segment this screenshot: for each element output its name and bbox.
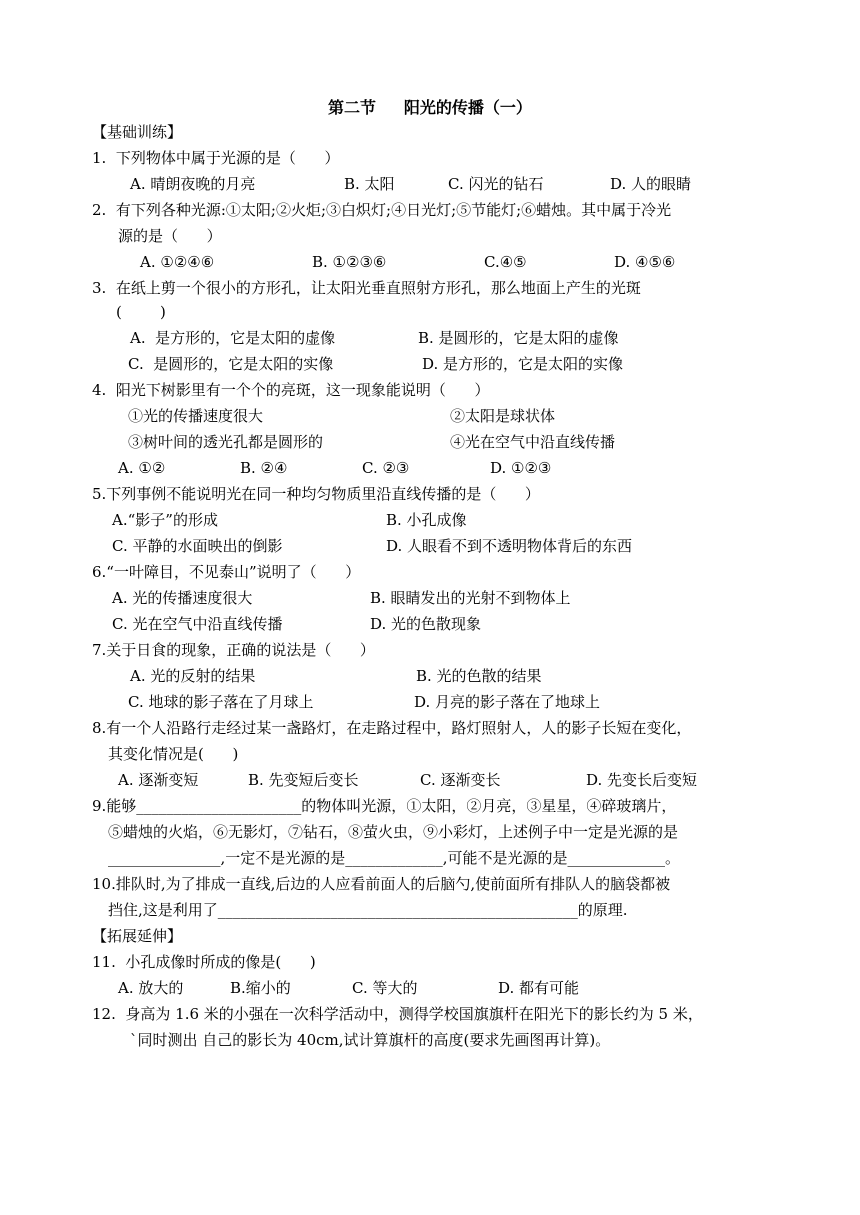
- question-8-stem-cont: 其变化情况是( ): [108, 745, 239, 763]
- question-2-option-b: B. ①②③⑥: [312, 253, 387, 271]
- question-7-option-d: D. 月亮的影子落在了地球上: [414, 693, 601, 711]
- question-7-option-a: A. 光的反射的结果: [130, 667, 256, 685]
- question-6-option-b: B. 眼睛发出的光射不到物体上: [370, 589, 571, 607]
- question-6-option-d: D. 光的色散现象: [370, 615, 482, 633]
- question-7-stem: 7.关于日食的现象，正确的说法是（ ）: [92, 641, 375, 659]
- question-9-line-2: ⑤蜡烛的火焰，⑥无影灯，⑦钻石，⑧萤火虫，⑨小彩灯，上述例子中一定是光源的是: [108, 823, 679, 841]
- question-5-stem: 5.下列事例不能说明光在同一种均匀物质里沿直线传播的是（ ）: [92, 485, 540, 503]
- question-5-option-b: B. 小孔成像: [386, 511, 467, 529]
- question-3-option-a: A. 是方形的，它是太阳的虚像: [130, 329, 336, 347]
- question-3-option-c: C. 是圆形的，它是太阳的实像: [128, 355, 334, 373]
- question-8-option-b: B. 先变短后变长: [248, 771, 359, 789]
- question-1-option-d: D. 人的眼睛: [610, 175, 692, 193]
- section-heading-basic: 【基础训练】: [92, 123, 183, 141]
- question-12-line-1: 12. 身高为 1.6 米的小强在一次科学活动中，测得学校国旗旗杆在阳光下的影长约为 5 米，: [92, 1005, 703, 1023]
- section-heading-extend: 【拓展延伸】: [92, 927, 183, 945]
- question-4-statement-4: ④光在空气中沿直线传播: [450, 433, 616, 451]
- question-8-option-c: C. 逐渐变长: [420, 771, 501, 789]
- question-11-option-a: A. 放大的: [118, 979, 184, 997]
- question-11-option-b: B.缩小的: [230, 979, 291, 997]
- question-8-option-a: A. 逐渐变短: [118, 771, 199, 789]
- question-12-line-2: `同时测出 自己的影长为 40cm,试计算旗杆的高度(要求先画图再计算)。: [130, 1031, 611, 1049]
- question-1-stem: 1. 下列物体中属于光源的是（ ）: [92, 149, 340, 167]
- question-8-option-d: D. 先变长后变短: [586, 771, 698, 789]
- question-7-option-b: B. 光的色散的结果: [416, 667, 542, 685]
- question-3-option-b: B. 是圆形的，它是太阳的虚像: [418, 329, 619, 347]
- question-10-line-2: 挡住,这是利用了________________________________________________的原理.: [108, 901, 628, 919]
- question-2-stem-cont: 源的是（ ）: [118, 227, 222, 245]
- page-title: 第二节 阳光的传播（一）: [328, 98, 532, 117]
- question-1-option-a: A. 晴朗夜晚的月亮: [130, 175, 256, 193]
- question-8-stem: 8.有一个人沿路行走经过某一盏路灯，在走路过程中，路灯照射人，人的影子长短在变化，: [92, 719, 692, 737]
- question-11-stem: 11. 小孔成像时所成的像是( ): [92, 953, 316, 971]
- question-5-option-c: C. 平静的水面映出的倒影: [112, 537, 283, 555]
- question-5-option-d: D. 人眼看不到不透明物体背后的东西: [386, 537, 633, 555]
- question-1-option-c: C. 闪光的钻石: [448, 175, 544, 193]
- question-2-option-c: C.④⑤: [484, 253, 527, 271]
- question-4-stem: 4. 阳光下树影里有一个个的亮斑，这一现象能说明（ ）: [92, 381, 490, 399]
- question-4-option-b: B. ②④: [240, 459, 288, 477]
- question-3-stem: 3. 在纸上剪一个很小的方形孔，让太阳光垂直照射方形孔，那么地面上产生的光斑: [92, 279, 641, 297]
- question-7-option-c: C. 地球的影子落在了月球上: [128, 693, 314, 711]
- question-4-statement-3: ③树叶间的透光孔都是圆形的: [128, 433, 324, 451]
- question-4-statement-1: ①光的传播速度很大: [128, 407, 264, 425]
- question-4-statement-2: ②太阳是球状体: [450, 407, 556, 425]
- question-10-line-1: 10.排队时,为了排成一直线,后边的人应看前面人的后脑勺,使前面所有排队人的脑袋都被: [92, 875, 671, 893]
- question-4-option-a: A. ①②: [118, 459, 166, 477]
- question-6-option-a: A. 光的传播速度很大: [112, 589, 253, 607]
- question-3-stem-cont: ( ): [116, 303, 166, 321]
- question-2-stem: 2. 有下列各种光源:①太阳;②火炬;③白炽灯;④日光灯;⑤节能灯;⑥蜡烛。其中属于冷光: [92, 201, 672, 219]
- question-4-option-c: C. ②③: [362, 459, 410, 477]
- question-1-option-b: B. 太阳: [344, 175, 395, 193]
- question-2-option-a: A. ①②④⑥: [140, 253, 215, 271]
- question-9-line-3: _______________,一定不是光源的是_____________,可能不是光源的是_____________。: [108, 849, 681, 867]
- question-11-option-d: D. 都有可能: [498, 979, 580, 997]
- question-9-line-1: 9.能够______________________的物体叫光源，①太阳，②月亮，③星星，④碎玻璃片，: [92, 797, 677, 815]
- question-6-stem: 6.“一叶障目，不见泰山”说明了（ ）: [92, 563, 361, 581]
- question-11-option-c: C. 等大的: [352, 979, 418, 997]
- question-5-option-a: A.“影子”的形成: [112, 511, 218, 529]
- question-4-option-d: D. ①②③: [490, 459, 552, 477]
- question-2-option-d: D. ④⑤⑥: [614, 253, 676, 271]
- question-3-option-d: D. 是方形的，它是太阳的实像: [422, 355, 624, 373]
- question-6-option-c: C. 光在空气中沿直线传播: [112, 615, 283, 633]
